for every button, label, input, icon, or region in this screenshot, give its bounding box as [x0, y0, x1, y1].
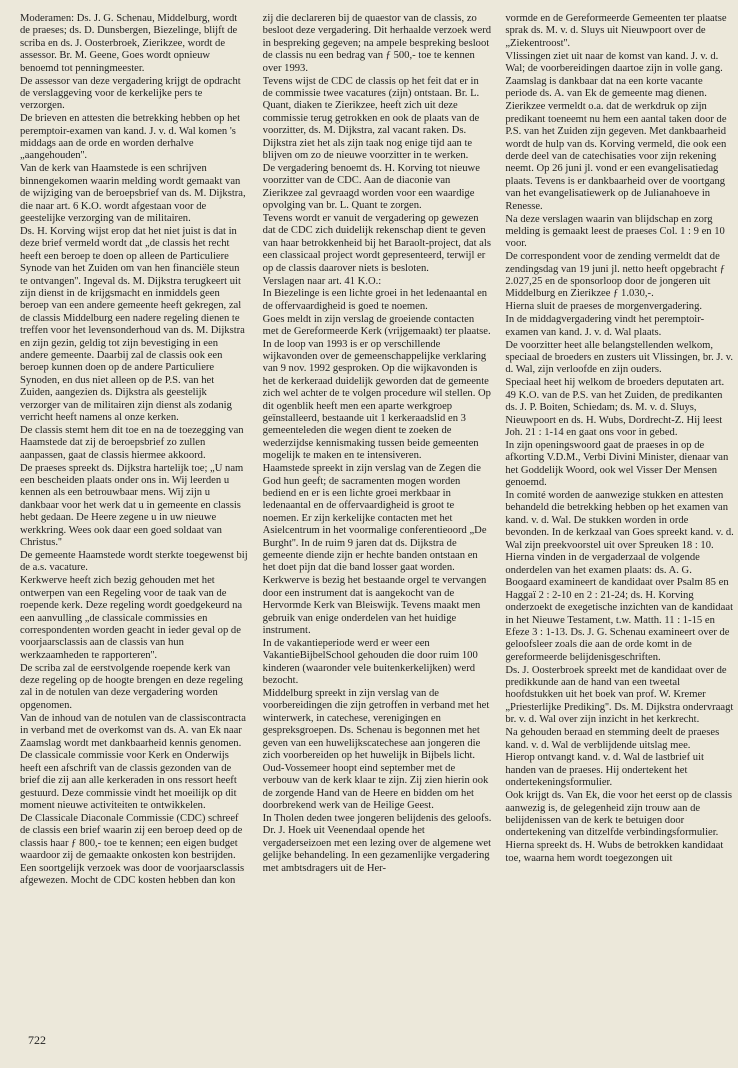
- paragraph: Ds. J. Oosterbroek spreekt met de kandidaat over de predikkunde aan de hand van een tweetal hoofdstukken uit het boek van prof. W. Kremer „Priesterlijke Prediking''. Ds. M. Dijkstra ondervraagt br. v. d. Wal over zijn inzicht in het kerkrecht.: [505, 664, 734, 726]
- paragraph: Na gehouden beraad en stemming deelt de praeses kand. v. d. Wal de verblijdende uitslag mee.: [505, 727, 720, 751]
- paragraph: De praeses spreekt ds. Dijkstra hartelijk toe; „U nam een bescheiden plaats onder ons in. Wij leerden u kennen als een betrouwbaar mens. Wij zijn u dankbaar voor het werk dat u in gemeente en classis hebt gedaan. De Heere zegene u in uw nieuwe werkkring. Wees ook daar een goed soldaat van Christus.'': [20, 462, 244, 549]
- paragraph: De correspondent voor de zending vermeldt dat de zendingsdag van 19 juni jl. netto heeft opgebracht ƒ 2.027,25 en de sponsorloop door de jongeren uit Middelburg en Zierikzee ƒ 1.030,-.: [505, 251, 726, 300]
- paragraph: De classicale commissie voor Kerk en Onderwijs heeft een afschrift van de classis gezonden van de brief die zij aan alle kerkeraden in ons ressort heeft gestuurd. Deze commissie vindt het moeilijk op dit moment nieuwe activiteiten te ontwikkelen.: [20, 750, 237, 812]
- column-2: [263, 13, 492, 1003]
- text-columns: [20, 13, 734, 1003]
- paragraph: Kerkwerve heeft zich bezig gehouden met het ontwerpen van een Regeling voor de taak van de roepende kerk. Deze regeling wordt goedgekeurd na een aanvulling „de classicale commissies en correspondenten worden geacht in ieder geval op de voorjaarsclassis aan de classis van hun werkzaamheden te rapporteren''.: [20, 575, 243, 661]
- paragraph: De classis stemt hem dit toe en na de toezegging van Haamstede dat zij de beroepsbrief zo zullen aanpassen, gaat de classis hiermee akkoord.: [20, 424, 244, 461]
- paragraph: In Biezelinge is een lichte groei in het ledenaantal en de offervaardigheid is goed te noemen.: [262, 288, 488, 312]
- paragraph: Haamstede spreekt in zijn verslag van de Zegen die God hun geeft; de sacramenten mogen worden bediend en er is een lichte groei merkbaar in ledenaantal en de offervaardigheid is groot te noemen. Er zijn kerkelijke contacten met het Asielcentrum in het voormalige conferentieoord „De Burght''. In de ruim 9 jaren dat ds. Dijkstra de gemeente diende zijn er hechte banden ontstaan en het doet pijn dat die band losser gaat worden.: [262, 463, 487, 574]
- paragraph: In comité worden de aanwezige stukken en attesten behandeld die betrekking hebben op het examen van kand. v. d. Wal. De stukken worden in orde bevonden. In de kerkzaal van Goes spreekt kand. v. d. Wal zijn preekvoorstel uit over Spreuken 18 : 10.: [505, 489, 734, 551]
- paragraph: De assessor van deze vergadering krijgt de opdracht de verslaggeving voor de kerkelijke pers te verzorgen.: [20, 75, 241, 112]
- paragraph: Oud-Vossemeer hoopt eind september met de verbouw van de kerk klaar te zijn. Zij zien hierin ook de zorgende Hand van de Heere en bidden om het doorbrekend werk van de Heilige Geest.: [262, 762, 489, 812]
- paragraph: Speciaal heet hij welkom de broeders deputaten art. 49 K.O. van de P.S. van het Zuiden, de predikanten ds. J. P. Boiten, Schiedam; ds. M. v. d. Sluys, Nieuwpoort en ds. H. Wubs, Dordrecht-Z. Hij leest Joh. 21 : 1-14 en gaat ons voor in gebed.: [505, 377, 725, 438]
- column-3: [505, 13, 734, 1003]
- paragraph: Kerkwerve is bezig het bestaande orgel te vervangen door een instrument dat is aangekocht van de Hervormde Kerk van Bleiswijk. Tevens maakt men gebruik van enige onderdelen van het huidige instrument.: [262, 575, 487, 636]
- paragraph: Van de inhoud van de notulen van de classiscontracta in verband met de overkomst van ds. A. van Ek naar Zaamslag wordt met dankbaarheid kennis genomen.: [20, 712, 246, 749]
- paragraph: Hierop ontvangt kand. v. d. Wal de lastbrief uit handen van de praeses. Hij ondertekent het ondertekeningsformulier.: [505, 752, 704, 789]
- paragraph: Van de kerk van Haamstede is een schrijven binnengekomen waarin melding wordt gemaakt van de wijziging van de beroepsbrief van ds. M. Dijkstra, die naar art. 6 K.O. wordt afgestaan voor de geestelijke verzorging van de militairen.: [20, 163, 246, 224]
- paragraph: De scriba zal de eerstvolgende roepende kerk van deze regeling op de hoogte brengen en deze regeling zal in de notulen van deze vergadering worden opgenomen.: [20, 662, 243, 711]
- paragraph: Na deze verslagen waarin van blijdschap en zorg melding is gemaakt leest de praeses Col. 1 : 9 en 10 voor.: [505, 213, 725, 250]
- paragraph: Hierna sluit de praeses de morgenvergadering.: [505, 301, 703, 313]
- paragraph: Vlissingen ziet uit naar de komst van kand. J. v. d. Wal; de voorbereidingen daartoe zijn in volle gang.: [505, 50, 723, 75]
- column-1: [20, 13, 249, 1003]
- paragraph: vormde en de Gereformeerde Gemeenten ter plaatse sprak ds. M. v. d. Sluys uit Nieuwpoort over de „Ziekentroost''.: [505, 13, 727, 49]
- page-number: 722: [28, 1033, 46, 1047]
- paragraph: De gemeente Haamstede wordt sterkte toegewenst bij de a.s. vacature.: [20, 549, 248, 574]
- paragraph: In zijn openingswoord gaat de praeses in op de afkorting V.D.M., Verbi Divini Minister, dienaar van het Goddelijk Woord, ook wel Visser Der Mensen genoemd.: [505, 439, 729, 489]
- paragraph: Middelburg spreekt in zijn verslag van de voorbereidingen die zijn getroffen in verband met het winterwerk, in catechese, verenigingen en gespreksgroepen. Ds. Schenau is begonnen met het geven van een huwelijkscatechese aan jongeren die zich voorbereiden op het huwelijk in Bijbels licht.: [262, 687, 490, 761]
- paragraph: In de vakantieperiode werd er weer een VakantieBijbelSchool gehouden die door ruim 100 kinderen (waaronder vele buitenkerkelijken) werd bezocht.: [262, 637, 478, 687]
- paragraph: Moderamen: Ds. J. G. Schenau, Middelburg, wordt de praeses; ds. D. Dunsbergen, Biezelinge, blijft de scriba en ds. J. Oosterbroek, Zierikzee, wordt de assessor. Br. M. Geene, Goes wordt opnieuw benoemd tot penningmeester.: [20, 13, 238, 74]
- paragraph: De Classicale Diaconale Commissie (CDC) schreef de classis een brief waarin zij een beroep deed op de classis haar ƒ 800,- toe te kennen; een eigen budget waardoor zij de gemaakte onkosten kon bestrijden. Een soortgelijk verzoek was door de voorjaarsclassis afgewezen. Mocht de CDC kosten hebben dan kon: [20, 813, 245, 887]
- paragraph: Zaamslag is dankbaar dat na een korte vacante periode ds. A. van Ek de gemeente mag dienen.: [505, 76, 707, 100]
- paragraph: Zierikzee vermeldt o.a. dat de werkdruk op zijn predikant toeneemt nu hem een aantal taken door de P.S. van het Zuiden zijn gegeven. Met dankbaarheid wordt de hulp van ds. Korving vermeld, die ook een derde deel van de catechisaties voor zijn rekening neemt. Op 26 juni jl. vond er een evangelisatiedag plaats. Tevens is er dankbaarheid over de voortgang van het evangelisatiewerk op de Julianahoeve in Renesse.: [505, 101, 727, 212]
- paragraph: In de middagvergadering vindt het peremptoir-examen van kand. J. v. d. Wal plaats.: [505, 314, 705, 338]
- paragraph: Hierna vinden in de vergaderzaal de volgende onderdelen van het examen plaats: ds. A. G. Boogaard examineert de kandidaat over Psalm 85 en Haggaï 2 : 2-10 en 2 : 21-24; ds. H. Korving onderzoekt de exegetische inzichten van de kandidaat in het Nieuwe Testament, t.w. Matth. 11 : 1-15 en Efeze 3 : 1-13. Ds. J. G. Schenau examineert over de geloofsleer zoals die aan de orde komt in de gereformeerde belijdenisgeschriften.: [505, 552, 734, 663]
- paragraph: De brieven en attesten die betrekking hebben op het peremptoir-examen van kand. J. v. d. Wal komen 's middags aan de orde en worden derhalve „aangehouden''.: [20, 113, 241, 162]
- paragraph: Hierna spreekt ds. H. Wubs de betrokken kandidaat toe, waarna hem wordt toegezongen uit: [505, 840, 724, 864]
- paragraph: De vergadering benoemt ds. H. Korving tot nieuwe voorzitter van de CDC. Aan de diaconie van Zierikzee zal gevraagd worden voor een waardige opvolging van br. L. Quant te zorgen.: [262, 162, 480, 212]
- paragraph: Ook krijgt ds. Van Ek, die voor het eerst op de classis aanwezig is, de gelegenheid zijn trouw aan de belijdenissen van de kerk te betuigen door ondertekening van ditzelfde verbindingsformulier.: [505, 790, 732, 839]
- paragraph: Verslagen naar art. 41 K.O.:: [262, 275, 382, 287]
- paragraph: Tevens wijst de CDC de classis op het feit dat er in de commissie twee vacatures (zijn) ontstaan. Br. L. Quant, diaken te Zierikzee, heeft zich uit deze commissie terug getrokken en ook de plaats van de voorzitter, ds. M. Dijkstra, zal vacant raken. Ds. Dijkstra ziet het als zijn taak nog enige tijd aan te blijven om zo de nieuwe voorzitter in te werken.: [262, 75, 480, 161]
- paragraph: zij die declareren bij de quaestor van de classis, zo besloot deze vergadering. Dit herhaalde verzoek werd in bespreking gegeven; na ampele bespreking besloot de classis nu een bedrag van ƒ 500,- toe te kennen over 1993.: [262, 13, 492, 74]
- paragraph: Ds. H. Korving wijst erop dat het niet juist is dat in deze brief vermeld wordt dat „de classis het recht heeft een beroep te doen op alleen de Particuliere Synode van het Zuiden om van hen financiële steun te ontvangen''. Ingeval ds. M. Dijkstra terugkeert uit zijn dienst in de krijgsmacht en inmiddels geen beroep van een andere gemeente heeft gekregen, zal de classis Middelburg een nadere regeling dienen te treffen voor het levensonderhoud van ds. M. Dijkstra en zijn gezin, geldig tot zijn bevestiging in een andere gemeente. Daarbij zal de classis ook een beroep kunnen doen op de andere Particuliere Synoden, en dus niet alleen op de P.S. van het Zuiden, aangezien ds. Dijkstra als geestelijk verzorger van de militairen zijn dienst als zodanig verricht heeft namens al onze kerken.: [20, 225, 245, 423]
- paragraph: Goes meldt in zijn verslag de groeiende contacten met de Gereformeerde Kerk (vrijgemaakt) ter plaatse. In de loop van 1993 is er op verschillende wijkavonden over de gemeenschappelijke verklaring van 9 nov. 1992 gesproken. Op die wijkavonden is het de kerkeraad duidelijk geworden dat de gemeente zich wel achter de te volgen procedure wil stellen. Op dit ogenblik heeft men een aparte werkgroep geïnstalleerd, bestaande uit 1 kerkeraadslid en 3 gemeenteleden die wegen dient te zoeken de wederzijdse kennismaking tussen beide gemeenten mogelijk te maken en te intensiveren.: [262, 313, 491, 462]
- paragraph: De voorzitter heet alle belangstellenden welkom, speciaal de broeders en zusters uit Vlissingen, br. J. v. d. Wal, zijn verloofde en zijn ouders.: [505, 339, 734, 376]
- paragraph: In Tholen deden twee jongeren belijdenis des geloofs. Dr. J. Hoek uit Veenendaal opende het vergaderseizoen met een lezing over de algemene wet gelijke behandeling. In een gezamenlijke vergadering met ambtsdragers uit de Her-: [262, 813, 492, 874]
- paragraph: Tevens wordt er vanuit de vergadering op gewezen dat de CDC zich duidelijk rekenschap dient te geven van haar betrokkenheid bij het Baraolt-project, dat als een classicaal project wordt gepresenteerd, terwijl er op de classis daarover niets is besloten.: [262, 213, 491, 274]
